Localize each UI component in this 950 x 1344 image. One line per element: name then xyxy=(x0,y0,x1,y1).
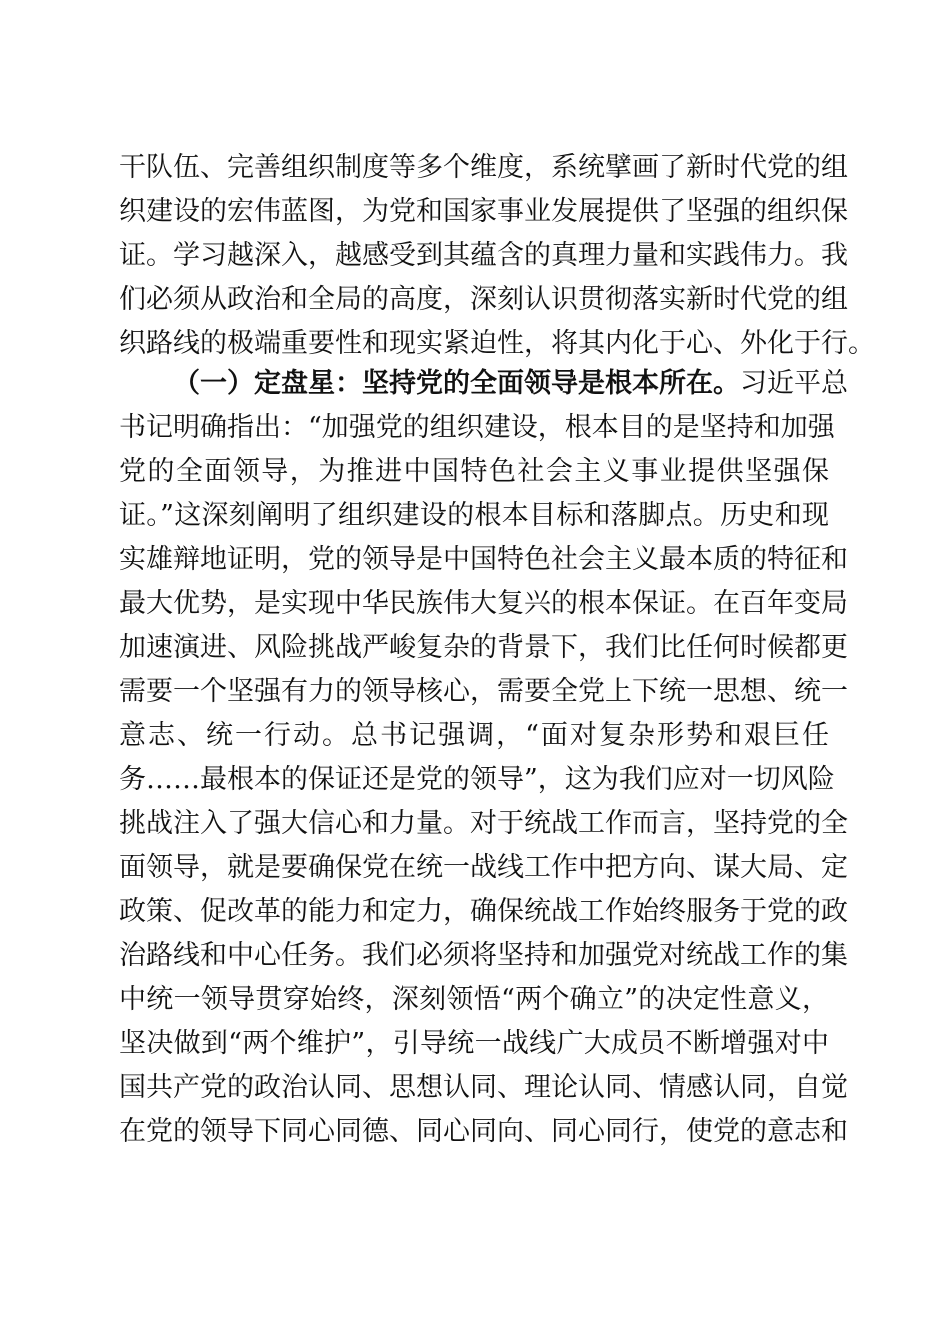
paragraph-line: 证。学习越深入，越感受到其蕴含的真理力量和实践伟力。我 xyxy=(119,240,848,271)
paragraph-line: 书记明确指出：“加强党的组织建设，根本目的是坚持和加强 xyxy=(119,412,835,443)
paragraph-line: 们必须从政治和全局的高度，深刻认识贯彻落实新时代党的组 xyxy=(119,284,848,315)
paragraph-line: 国共产党的政治认同、思想认同、理论认同、情感认同，自觉 xyxy=(119,1072,848,1103)
paragraph-line: 最大优势，是实现中华民族伟大复兴的根本保证。在百年变局 xyxy=(119,588,848,619)
paragraph-line: 干队伍、完善组织制度等多个维度，系统擘画了新时代党的组 xyxy=(119,152,848,183)
paragraph-line: 证。”这深刻阐明了组织建设的根本目标和落脚点。历史和现 xyxy=(119,500,829,531)
paragraph-line: 中统一领导贯穿始终，深刻领悟“两个确立”的决定性意义， xyxy=(119,984,829,1015)
section-first-line-rest: 习近平总 xyxy=(740,368,848,399)
paragraph-line: 挑战注入了强大信心和力量。对于统战工作而言，坚持党的全 xyxy=(119,808,848,839)
section-heading: （一）定盘星：坚持党的全面领导是根本所在。 xyxy=(173,368,740,399)
paragraph-line: 织建设的宏伟蓝图，为党和国家事业发展提供了坚强的组织保 xyxy=(119,196,848,227)
paragraph-line: 党的全面领导，为推进中国特色社会主义事业提供坚强保 xyxy=(119,456,829,487)
paragraph-line: 意志、统一行动。总书记强调，“面对复杂形势和艰巨任 xyxy=(119,720,829,751)
intro-paragraph xyxy=(119,146,875,366)
paragraph-line: 织路线的极端重要性和现实紧迫性，将其内化于心、外化于行。 xyxy=(119,328,875,359)
paragraph-line: 政策、促改革的能力和定力，确保统战工作始终服务于党的政 xyxy=(119,896,848,927)
paragraph-line: 面领导，就是要确保党在统一战线工作中把方向、谋大局、定 xyxy=(119,852,848,883)
paragraph-line: 务……最根本的保证还是党的领导”，这为我们应对一切风险 xyxy=(119,764,835,795)
paragraph-line: 在党的领导下同心同德、同心同向、同心同行，使党的意志和 xyxy=(119,1116,848,1147)
paragraph-line: 加速演进、风险挑战严峻复杂的背景下，我们比任何时候都更 xyxy=(119,632,848,663)
section-paragraph xyxy=(119,362,848,1154)
section-first-line xyxy=(119,362,848,406)
paragraph-line: 需要一个坚强有力的领导核心，需要全党上下统一思想、统一 xyxy=(119,676,848,707)
paragraph-line: 坚决做到“两个维护”，引导统一战线广大成员不断增强对中 xyxy=(119,1028,829,1059)
paragraph-line: 实雄辩地证明，党的领导是中国特色社会主义最本质的特征和 xyxy=(119,544,848,575)
paragraph-line: 治路线和中心任务。我们必须将坚持和加强党对统战工作的集 xyxy=(119,940,848,971)
